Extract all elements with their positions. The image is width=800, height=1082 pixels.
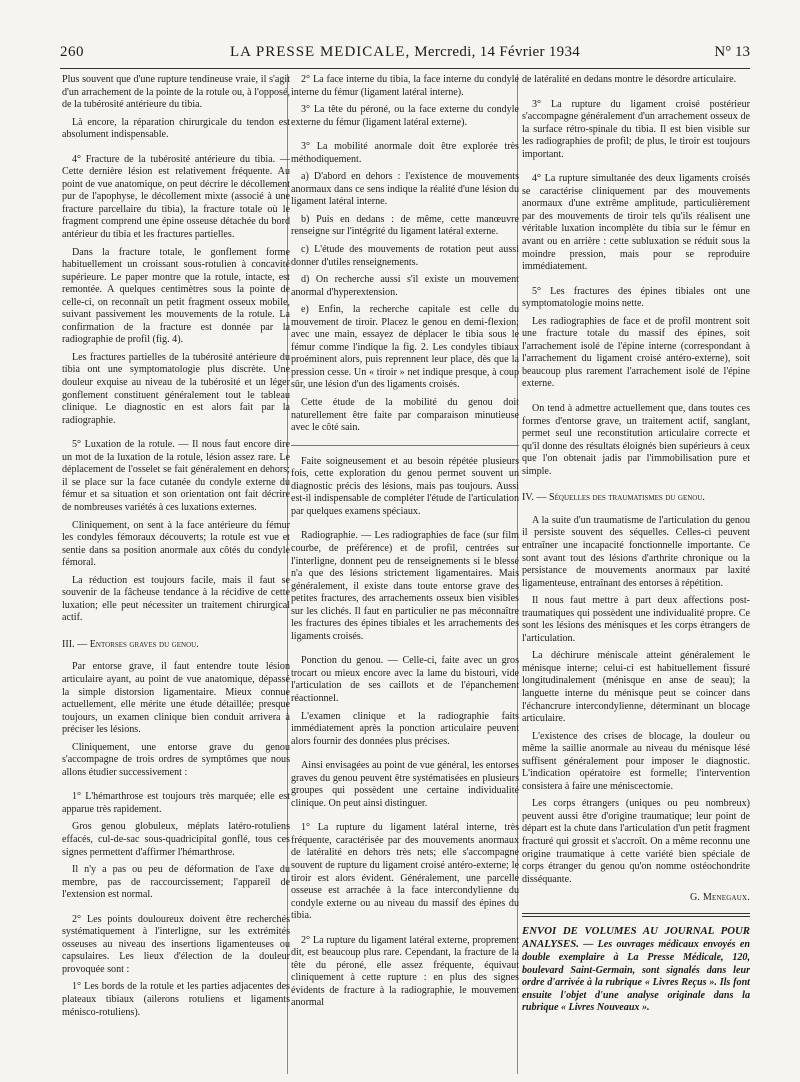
paragraph: La déchirure méniscale atteint généralement le ménisque interne; celui-ci est habituellement fissuré longitudinalement (ménisque en anse de seau); la languette interne du ménisque peut se coincer dans l'échancrure intercondylienne, déterminant un blocage articulaire. <box>522 650 750 725</box>
paragraph: Radiographie. — Les radiographies de face (sur film courbe, de préférence) et de profil, centrées sur l'interligne, donnent peu de renseignements si le blessé n'a que des lésions strictement ligamentaires. Mais généralement, il existe dans toute entorse grave des petites fractures, des arrachements osseux bien visibles sur les clichés. Il faut en particulier ne pas méconnaître les fractures des épines tibiales et les arrachements des ligaments croisés. <box>291 530 519 642</box>
paragraph: a) D'abord en dehors : l'existence de mouvements anormaux dans ce sens indique la réalité d'une lésion du ligament latéral interne. <box>291 171 519 208</box>
paragraph: L'existence des crises de blocage, la douleur ou même la saillie anormale au niveau du ménisque lésé suffisent généralement pour imposer le diagnostic. L'indication opératoire est formelle; l'intervention consistera à faire une méniscectomie. <box>522 730 750 792</box>
paragraph: 5° Luxation de la rotule. — Il nous faut encore dire un mot de la luxation de la rotule, lésion assez rare. Le déplacement de l'osselet se fait généralement en dehors; il se place sur la face cutanée du condyle externe du fémur et sa situation et son orientation ont fait décrire de nombreuses variétés à ces luxations externes. <box>62 439 290 513</box>
paragraph: Ainsi envisagées au point de vue général, les entorses graves du genou peuvent être systématisées en plusieurs groupes qui possèdent une certaine individualité clinique. On peut ainsi distinguer. <box>291 760 519 809</box>
paragraph: Là encore, la réparation chirurgicale du tendon est absolument indispensable. <box>62 116 290 141</box>
paragraph: Les fractures partielles de la tubérosité antérieure du tibia ont une symptomatologie plus discrète. Une douleur exquise au niveau de la tubérosité et un léger gonflement constituent généralement tout le tableau clinique. Le diagnostic en est alors fait par la radiographie. <box>62 351 290 426</box>
paragraph: Dans la fracture totale, le gonflement forme habituellement un croissant sous-rotulien à concavité supérieure. Le paper montre que la rotule, intacte, est remontée. A quelques centimètres sous la pointe de celle-ci, on reconnaît un petit fragment osseux mobile, suivant passivement les mouvements de la rotule. La confirmation de la fracture est donnée par la radiographie de profil (fig. 4). <box>62 246 290 346</box>
running-title <box>60 44 750 61</box>
paragraph: Ponction du genou. — Celle-ci, faite avec un gros trocart ou mieux encore avec la lame du bistouri, vide l'articulation de ses caillots et de l'épanchement réactionnel. <box>291 655 519 704</box>
paragraph: Gros genou globuleux, méplats latéro-rotuliens effacés, cul-de-sac sous-quadricipital gonflé, tous ces signes permettent d'affirmer l'hémarthrose. <box>62 821 290 858</box>
column-3 <box>522 74 750 1074</box>
paragraph: Plus souvent que d'une rupture tendineuse vraie, il s'agit d'un arrachement de la pointe de la rotule ou, à l'opposé, de la tubérosité antérieure du tibia. <box>62 74 290 111</box>
section-heading: III. — Entorses graves du genou. <box>62 638 199 650</box>
page-number: 260 <box>60 44 84 60</box>
author-signature: G. Menegaux. <box>689 892 750 904</box>
paragraph: Il nous faut mettre à part deux affections post-traumatiques qui possèdent une individualité propre. Ce sont les lésions des ménisques et les corps étrangers de l'articulation. <box>522 595 750 644</box>
notice-box <box>522 925 750 1015</box>
paragraph: de latéralité en dedans montre le désordre articulaire. <box>522 74 737 85</box>
paragraph: 1° L'hémarthrose est toujours très marquée; elle est apparue très rapidement. <box>62 791 290 815</box>
paragraph: c) L'étude des mouvements de rotation peut aussi donner d'utiles renseignements. <box>291 244 519 268</box>
paragraph: e) Enfin, la recherche capitale est celle du mouvement de tiroir. Placez le genou en demi-flexion; avec une main, essayez de déplacer le tibia sous le fémur comme l'indique la fig. 2. Les condyles tibiaux proéminent alors, puis reprennent leur place, dès que la pression cesse. Un « tiroir » net indique presque, à coup sûr, une lésion d'un des ligaments croisés. <box>291 304 519 391</box>
issue-date: Mercredi, 14 Février 1934 <box>414 44 581 60</box>
notice-text: — Les ouvrages médicaux envoyés en double exemplaire à La Presse Médicale, 120, boulevard Saint-Germain, sont signalés dans leur ordre d'arrivée à la rubrique « Livres Reçus ». Ils font ensuite l'objet d'une analyse originale dans la rubrique « Livres Nouveaux ». <box>522 939 750 1014</box>
paragraph: Par entorse grave, il faut entendre toute lésion articulaire ayant, au point de vue anatomique, dépassé la simple distorsion ligamentaire. Mieux connue actuellement, elle mérite une étude détaillée; presque toujours, un examen clinique bien conduit arrivera à préciser les lésions. <box>62 661 290 736</box>
paragraph: Cliniquement, on sent à la face antérieure du fémur les condyles fémoraux découverts; la rotule est vue et sentie dans sa position anormale aux côtés du condyle fémoral. <box>62 519 290 569</box>
paragraph: 1° Les bords de la rotule et les parties adjacentes des plateaux tibiaux (ailerons rotuliens et ligaments ménisco-rotuliens). <box>62 981 290 1018</box>
paragraph: d) On recherche aussi s'il existe un mouvement anormal d'hyperextension. <box>291 274 519 298</box>
paragraph: L'examen clinique et la radiographie faits immédiatement après la ponction articulaire peuvent alors fournir des données plus précises. <box>291 710 519 747</box>
paragraph: Cette étude de la mobilité du genou doit naturellement être faite par comparaison minutieuse avec le côté sain. <box>291 397 519 434</box>
separator-rule <box>291 445 519 446</box>
section-heading: IV. — Séquelles des traumatismes du genou. <box>522 492 705 504</box>
paragraph: Les radiographies de face et de profil montrent soit une fracture totale du massif des épines, soit l'arrachement isolé de l'épine interne (correspondant à l'arrachement du ligament croisé antéro-externe), soit beaucoup plus rarement l'arrachement isolé de l'épine externe. <box>522 315 750 390</box>
column-1 <box>62 74 290 1074</box>
paragraph: 2° La rupture du ligament latéral externe, proprement dit, est beaucoup plus rare. Cependant, la fracture de la tête du péroné, elle assez fréquente, équivaut cliniquement à cette rupture : en plus des signes évidents de fracture à la radiographie, le mouvement anormal <box>291 934 519 1009</box>
paragraph: 2° Les points douloureux doivent être recherchés systématiquement à l'interligne, sur les extrémités osseuses au niveau des insertions ligamenteuses ou capsulaires. Les lieux d'élection de la douleur provoquée sont : <box>62 913 290 975</box>
paragraph: 3° La tête du péroné, ou la face externe du condyle externe du fémur (ligament latéral externe). <box>291 104 519 128</box>
paragraph: Les corps étrangers (uniques ou peu nombreux) peuvent aussi être d'origine traumatique; leur point de départ est la chute dans l'articulation d'un petit fragment fracturé qui grossit et s'accroît. On a même reconnu une origine traumatique à cette variété bien spéciale de corps étranger du genou qu'on nomme ostéochondrite disséquante. <box>522 798 750 885</box>
column-2 <box>291 74 519 1074</box>
paragraph: 4° Fracture de la tubérosité antérieure du tibia. — Cette dernière lésion est relativement fréquente. Au point de vue anatomique, on peut décrire le décollement pur de l'apophyse, le décollement mixte (associé à une fracture parcellaire du tibia), la fracture totale où le fragment comprend une épine osseuse détachée du bord antérieur du tibia et les fractures partielles. <box>62 153 290 241</box>
paragraph: Cliniquement, une entorse grave du genou s'accompagne de trois ordres de symptômes que nous allons étudier successivement : <box>62 741 290 778</box>
paragraph: A la suite d'un traumatisme de l'articulation du genou il persiste souvent des séquelles. Celles-ci peuvent entraîner une incapacité fonctionnelle importante. Ce sont avant tout des lésions d'arthrite chronique ou la persistance de mouvements anormaux par laxité ligamenteuse, entraînant des entorses à répétition. <box>522 514 750 589</box>
paragraph: 1° La rupture du ligament latéral interne, très fréquente, caractérisée par des mouvements anormaux de latéralité en dehors très nets; elle s'accompagne souvent de rupture du ligament croisé antéro-externe; le tiroir est alors évident. Généralement, une parcelle osseuse est arrachée à la face intercondylienne du condyle externe ou au niveau du massif des épines du tibia. <box>291 822 519 922</box>
paragraph: 5° Les fractures des épines tibiales ont une symptomatologie moins nette. <box>522 285 750 310</box>
paragraph: 4° La rupture simultanée des deux ligaments croisés se caractérise cliniquement par des mouvements anormaux d'une extrême amplitude, particulièrement par des mouvements de tiroir tels qu'ils réalisent une véritable luxation incomplète du tibia sur le fémur en avant ou en arrière : cette subluxation se réduit sous la moindre pression, mais pour se reproduire immédiatement. <box>522 173 750 273</box>
paragraph: On tend à admettre actuellement que, dans toutes ces formes d'entorse grave, un traitement actif, sanglant, permet seul une reconstitution articulaire correcte et qu'il donne des résultats éloignés bien supérieurs à ceux que l'on obtenait jadis par l'immobilisation pure et simple. <box>522 403 750 477</box>
paragraph: 2° La face interne du tibia, la face interne du condyle interne du fémur (ligament latéral interne). <box>291 74 519 98</box>
paragraph: b) Puis en dedans : de même, cette manœuvre renseigne sur l'intégrité du ligament latéral externe. <box>291 213 519 238</box>
paragraph: 3° La rupture du ligament croisé postérieur s'accompagne généralement d'un arrachement osseux de la surface rétro-spinale du tibia. Il est bien visible sur les radiographies de profil; de plus, le tiroir est toujours important. <box>522 98 750 160</box>
paragraph: Faite soigneusement et au besoin répétée plusieurs fois, cette exploration du genou permet souvent un diagnostic précis des lésions, mais pas toujours. Aussi est-il indispensable de compléter l'étude de l'articulation par quelques examens spéciaux. <box>291 455 519 517</box>
publication-name: LA PRESSE MEDICALE, <box>229 44 411 60</box>
issue-number: N° 13 <box>714 44 750 60</box>
notice-title: ENVOI DE VOLUMES AU JOURNAL POUR ANALYSES. <box>522 924 750 951</box>
page-header <box>60 44 750 68</box>
header-rule <box>60 68 750 69</box>
paragraph: La réduction est toujours facile, mais il faut se souvenir de la fâcheuse tendance à la récidive de cette luxation; elle peut nécessiter un traitement chirurgical actif. <box>62 574 290 624</box>
paragraph: Il n'y a pas ou peu de déformation de l'axe du membre, pas de raccourcissement; l'appareil de l'extension est normal. <box>62 864 290 901</box>
paragraph: 3° La mobilité anormale doit être explorée très méthodiquement. <box>291 141 519 165</box>
notice-rule <box>522 913 750 917</box>
